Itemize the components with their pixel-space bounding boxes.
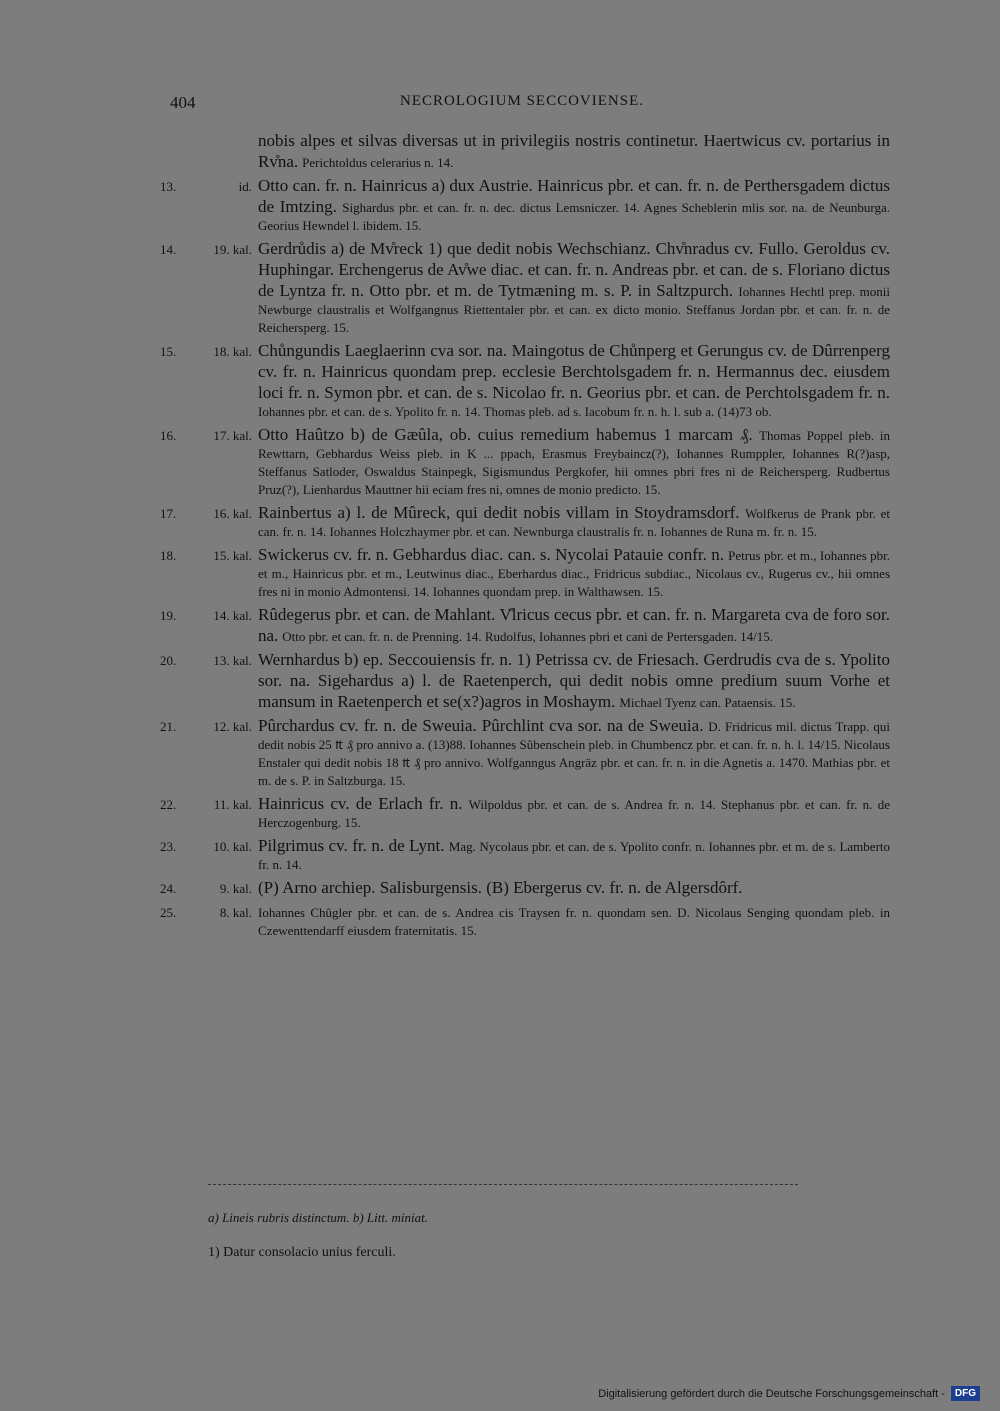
entry-date: id. xyxy=(238,179,252,194)
entry-later-additions: Michael Tyenz can. Pataensis. 15. xyxy=(619,695,796,710)
entry-number: 23. xyxy=(160,839,177,854)
entry-number: 14. xyxy=(160,242,177,257)
entry-later-additions: Petrus pbr. et m., Iohannes pbr. et m., Hainricus pbr. et m., Leutwinus diac., Eberhardus diac., Fridricus subdiac., Nicolaus cv., Rugerus cv., hii omnes fres ni in monio Admontensi. 14. Iohannes quondam prep. in Walthawsen. 15. xyxy=(258,548,891,599)
necrology-entries xyxy=(160,130,890,943)
entry-later-additions: Otto pbr. et can. fr. n. de Prenning. 14. Rudolfus, Iohannes pbri et cani de Pertersgaden. 14/15. xyxy=(282,629,773,644)
entry-body xyxy=(258,502,890,541)
page-number: 404 xyxy=(170,93,196,112)
entry-number: 19. xyxy=(160,608,177,623)
necrology-entry xyxy=(160,175,890,235)
entry-body xyxy=(258,604,890,646)
entry-body xyxy=(258,877,890,898)
entry-date: 15. kal. xyxy=(213,548,252,563)
entry-number: 22. xyxy=(160,797,177,812)
entry-body xyxy=(258,649,890,712)
entry-later-additions: Wolfkerus de Prank pbr. et can. fr. n. 14. Iohannes Holczhaymer pbr. et can. Newnburga claustralis fr. n. Iohannes de Runa m. fr. n. 15. xyxy=(258,506,891,539)
entry-date: 10. kal. xyxy=(213,839,252,854)
footer-text: Digitalisierung gefördert durch die Deutsche Forschungsgemeinschaft - xyxy=(598,1387,945,1400)
entry-later-additions: Perichtoldus celerarius n. 14. xyxy=(302,155,454,170)
entry-date: 11. kal. xyxy=(213,797,252,812)
entry-body xyxy=(258,424,890,499)
necrology-entry xyxy=(160,793,890,832)
entry-number: 13. xyxy=(160,179,177,194)
entry-date: 12. kal. xyxy=(213,719,252,734)
entry-number: 15. xyxy=(160,344,177,359)
entry-body xyxy=(258,238,890,337)
entry-number: 17. xyxy=(160,506,177,521)
entry-later-additions: Iohannes Chûgler pbr. et can. de s. Andrea cis Traysen fr. n. quondam sen. D. Nicolaus Senging quondam pleb. in Czewenttendarff eiusdem fraternitatis. 15. xyxy=(258,905,890,938)
necrology-entry xyxy=(160,901,890,940)
entry-main-text: Hainricus cv. de Erlach fr. n. xyxy=(258,794,463,813)
necrology-entry xyxy=(160,835,890,874)
entry-main-text: Pûrchardus cv. fr. n. de Sweuia. Pûrchlint cva sor. na de Sweuia. xyxy=(258,716,704,735)
entry-body xyxy=(258,544,890,601)
necrology-entry xyxy=(160,715,890,790)
entry-number: 25. xyxy=(160,905,177,920)
necrology-entry xyxy=(160,502,890,541)
entry-date: 8. kal. xyxy=(219,905,252,920)
entry-number: 18. xyxy=(160,548,177,563)
necrology-entry xyxy=(160,877,890,898)
entry-later-additions: Thomas Poppel pleb. in Rewttarn, Gebhardus Weiss pleb. in K ... ppach, Erasmus Freybaincz(?), Iohannes Rumppler, Iohannes R(?)asp, Steffanus Satloder, Oswaldus Stainpegk, Sigismundus Pergkofer, hii omnes pbri fres ni de Reichersperg. Rudbertus Pruz(?), Lienhardus Mauttner hii eciam fres ni, omnes de monio predicto. 15. xyxy=(258,428,891,497)
entry-date: 17. kal. xyxy=(213,428,252,443)
entry-date: 13. kal. xyxy=(213,653,252,668)
footnote-letters: a) Lineis rubris distinctum. b) Litt. miniat. xyxy=(208,1210,428,1225)
entry-main-text: Pilgrimus cv. fr. n. de Lynt. xyxy=(258,836,445,855)
entry-date: 16. kal. xyxy=(213,506,252,521)
entry-number: 24. xyxy=(160,881,177,896)
entry-main-text: Rainbertus a) l. de Mûreck, qui dedit nobis villam in Stoydramsdorf. xyxy=(258,503,740,522)
entry-date: 18. kal. xyxy=(213,344,252,359)
entry-main-text: Swickerus cv. fr. n. Gebhardus diac. can. s. Nycolai Patauie confr. n. xyxy=(258,545,724,564)
running-head: NECROLOGIUM SECCOVIENSE. xyxy=(400,93,645,109)
entry-main-text: (P) Arno archiep. Salisburgensis. (B) Ebergerus cv. fr. n. de Algersdôrf. xyxy=(258,878,743,897)
entry-main-text: Wernhardus b) ep. Seccouiensis fr. n. 1) Petrissa cv. de Friesach. Gerdrudis cva de s. Ypolito sor. na. Sigehardus a) l. de Raetenperch, qui dedit nobis omne predium suum Vorhe et mansum in Raetenperch et se(x?)agros in Moshaym. xyxy=(258,650,890,711)
entry-date: 19. kal. xyxy=(213,242,252,257)
entry-later-additions: Iohannes pbr. et can. de s. Ypolito fr. n. 14. Thomas pleb. ad s. Iacobum fr. n. h. l. sub a. (14)73 ob. xyxy=(258,404,772,419)
necrology-entry xyxy=(258,130,890,172)
entry-number: 20. xyxy=(160,653,177,668)
necrology-entry xyxy=(160,649,890,712)
entry-main-text: Gerdrůdis a) de Mv̊reck 1) que dedit nobis Wechschianz. Chv̊nradus cv. Fullo. Geroldus cv. Huphingar. Erchengerus de Av̊we diac. et can. fr. n. Andreas pbr. et can. de s. Floriano dictus de Lyntza fr. n. Otto pbr. et m. de Tytmæning m. s. P. in Saltzpurch. xyxy=(258,239,890,300)
entry-body xyxy=(258,715,890,790)
entry-main-text: Chůngundis Laeglaerinn cva sor. na. Maingotus de Chůnperg et Gerungus cv. de Dûrrenperg cv. fr. n. Hainricus quondam prep. ecclesie Berchtolsgadem fr. n. Hermannus dec. eiusdem loci fr. n. Symon pbr. et can. de s. Nicolao fr. n. Georius pbr. et can. de Perchtolsgadem fr. n. xyxy=(258,341,890,402)
necrology-entry xyxy=(160,340,890,421)
entry-number: 16. xyxy=(160,428,177,443)
entry-date: 14. kal. xyxy=(213,608,252,623)
entry-main-text: Rûdegerus pbr. et can. de Mahlant. V̊lricus cecus pbr. et can. fr. n. Margareta cva de foro sor. na. xyxy=(258,605,890,645)
entry-main-text: Otto can. fr. n. Hainricus a) dux Austrie. Hainricus pbr. et can. fr. n. de Perthersgadem dictus de Imtzing. xyxy=(258,176,890,216)
entry-body xyxy=(258,793,890,832)
entry-main-text: Otto Haûtzo b) de Gæûla, ob. cuius remedium habemus 1 marcam ₰. xyxy=(258,425,753,444)
necrology-entry xyxy=(160,544,890,601)
necrology-entry xyxy=(160,238,890,337)
entry-main-text: nobis alpes et silvas diversas ut in privilegiis nostris continetur. Haertwicus cv. portarius in Rv̊na. xyxy=(258,131,890,171)
entry-date: 9. kal. xyxy=(219,881,252,896)
entry-later-additions: D. Fridricus mil. dictus Trapp. qui dedit nobis 25 ₶ ₰ pro annivo a. (13)88. Iohannes Sûbenschein pleb. in Chumbencz pbr. et can. fr. n. h. l. 14/15. Nicolaus Enstaler qui dedit nobis 18 ₶ ₰ pro annivo. Wolfganngus Angräz pbr. et can. fr. n. in die Agnetis a. 1470. Mathias pbr. et m. de s. P. in Saltzburga. 15. xyxy=(258,719,891,788)
dfg-logo: DFG xyxy=(951,1386,980,1401)
entry-body xyxy=(258,340,890,421)
footer-bar xyxy=(598,1386,980,1401)
entry-later-additions: Wilpoldus pbr. et can. de s. Andrea fr. n. 14. Stephanus pbr. et can. fr. n. de Herczogenburg. 15. xyxy=(258,797,890,830)
entry-body xyxy=(258,901,890,940)
entry-later-additions: Sighardus pbr. et can. fr. n. dec. dictus Lemsniczer. 14. Agnes Scheblerin mlis sor. na. de Neunburga. Georius Hewndel l. ibidem. 15. xyxy=(258,200,890,233)
entry-later-additions: Mag. Nycolaus pbr. et can. de s. Ypolito confr. n. Iohannes pbr. et m. de s. Lamberto fr. n. 14. xyxy=(258,839,891,872)
entry-body xyxy=(258,175,890,235)
entry-body xyxy=(258,835,890,874)
necrology-entry xyxy=(160,424,890,499)
entry-body xyxy=(258,130,890,172)
entry-number: 21. xyxy=(160,719,177,734)
footnote-number: 1) Datur consolacio unius ferculi. xyxy=(208,1245,396,1260)
footnote-rule xyxy=(208,1184,798,1185)
necrology-entry xyxy=(160,604,890,646)
entry-later-additions: Iohannes Hechtl prep. monii Newburge claustralis et Wolfgangnus Riettentaler pbr. et can. ex dicto monio. Steffanus Jordan pbr. et can. fr. n. de Reichersperg. 15. xyxy=(258,284,891,335)
